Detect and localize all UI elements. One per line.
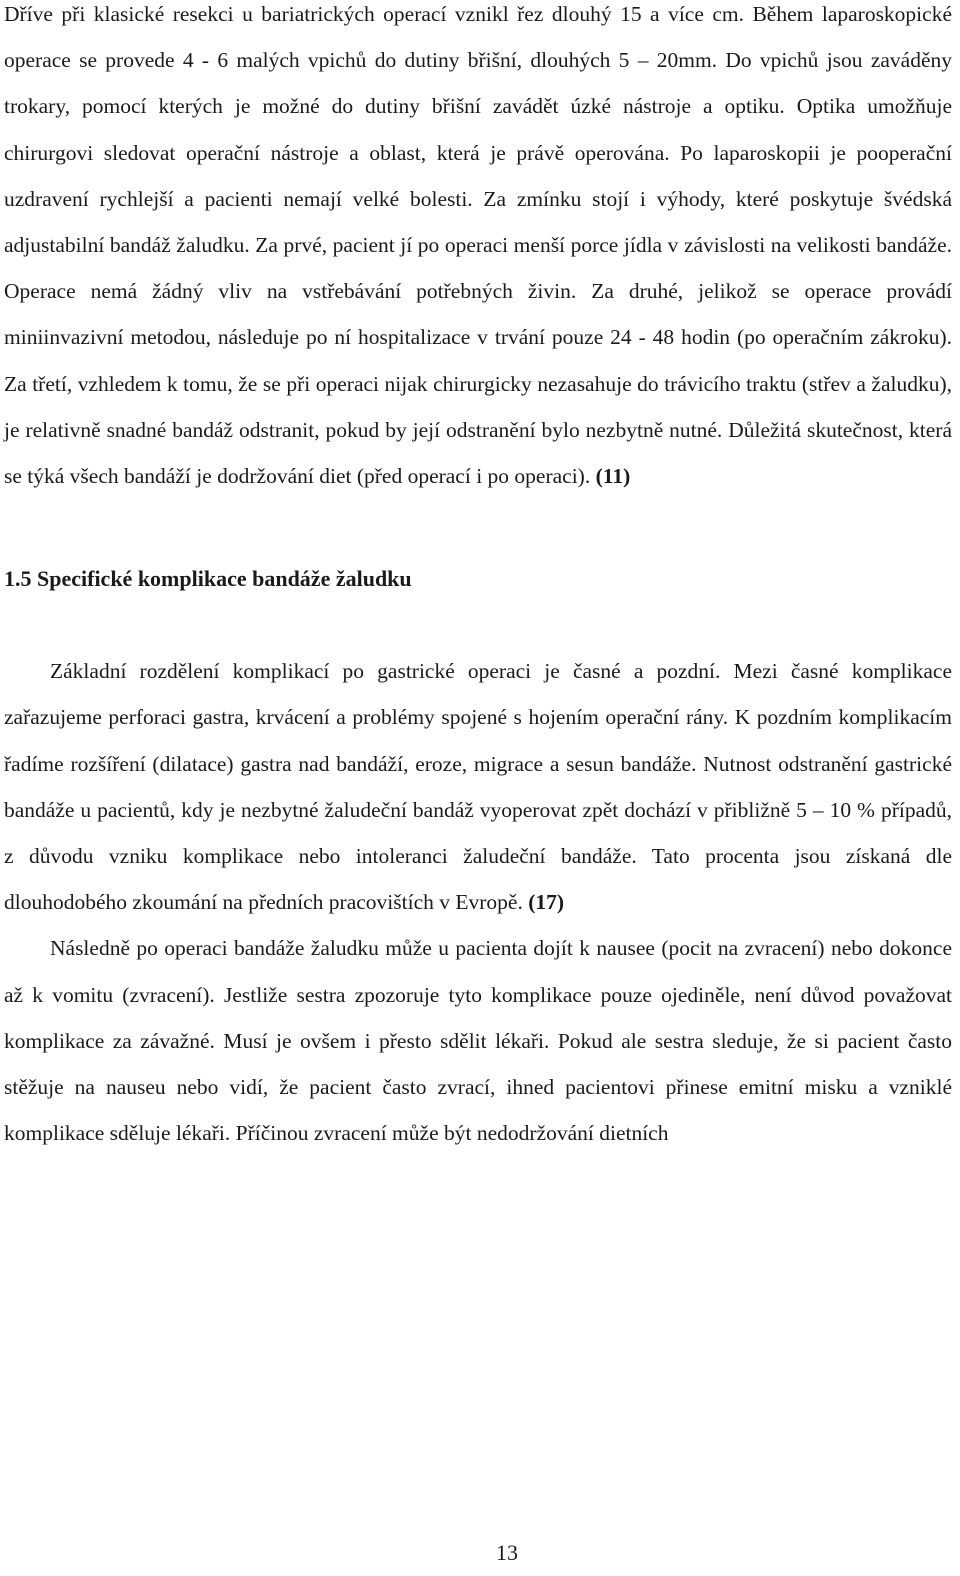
document-page <box>4 0 952 1156</box>
citation-reference: (11) <box>595 464 631 489</box>
paragraph-text: Následně po operaci bandáže žaludku může u pacienta dojít k nausee (pocit na zvracení) nebo dokonce až k vomitu (zvracení). Jestliže sestra zpozoruje tyto komplikace pouze ojediněle, není důvod považovat komplikace za závažné. Musí je ovšem i přesto sdělit lékaři. Pokud ale sestra sleduje, že si pacient často stěžuje na nauseu nebo vidí, že pacient často zvrací, ihned pacientovi přinese emitní misku a vzniklé komplikace sděluje lékaři. Příčinou zvracení může být nedodržování dietních <box>4 936 952 1146</box>
paragraph-nausea <box>4 925 952 1156</box>
paragraph-complications <box>4 648 952 925</box>
page-number: 13 <box>496 1540 518 1565</box>
paragraph-text: Základní rozdělení komplikací po gastrické operaci je časné a pozdní. Mezi časné komplikace zařazujeme perforaci gastra, krvácení a problémy spojené s hojením operační rány. K pozdním komplikacím řadíme rozšíření (dilatace) gastra nad bandáží, eroze, migrace a sesun bandáže. Nutnost odstranění gastrické bandáže u pacientů, kdy je nezbytné žaludeční bandáž vyoperovat zpět dochází v přibližně 5 – 10 % případů, z důvodu vzniku komplikace nebo intoleranci žaludeční bandáže. Tato procenta jsou získaná dle dlouhodobého zkoumání na předních pracovištích v Evropě. <box>4 659 952 915</box>
paragraph-text: Dříve při klasické resekci u bariatrických operací vznikl řez dlouhý 15 a více cm. Během laparoskopické operace se provede 4 - 6 malých vpichů do dutiny břišní, dlouhých 5 – 20mm. Do vpichů jsou zaváděny trokary, pomocí kterých je možné do dutiny břišní zavádět úzké nástroje a optiku. Optika umožňuje chirurgovi sledovat operační nástroje a oblast, která je právě operována. Po laparoskopii je pooperační uzdravení rychlejší a pacienti nemají velké bolesti. Za zmínku stojí i výhody, které poskytuje švédská adjustabilní bandáž žaludku. Za prvé, pacient jí po operaci menší porce jídla v závislosti na velikosti bandáže. Operace nemá žádný vliv na vstřebávání potřebných živin. Za druhé, jelikož se operace provádí miniinvazivní metodou, následuje po ní hospitalizace v trvání pouze 24 - 48 hodin (po operačním zákroku). Za třetí, vzhledem k tomu, že se při operaci nijak chirurgicky nezasahuje do trávicího traktu (střev a žaludku), je relativně snadné bandáž odstranit, pokud by její odstranění bylo nezbytně nutné. Důležitá skutečnost, která se týká všech bandáží je dodržování diet (před operací i po operaci). <box>4 2 952 489</box>
paragraph-laparoscopy <box>4 0 952 499</box>
citation-reference: (17) <box>528 890 565 915</box>
section-heading: 1.5 Specifické komplikace bandáže žaludku <box>4 566 412 592</box>
